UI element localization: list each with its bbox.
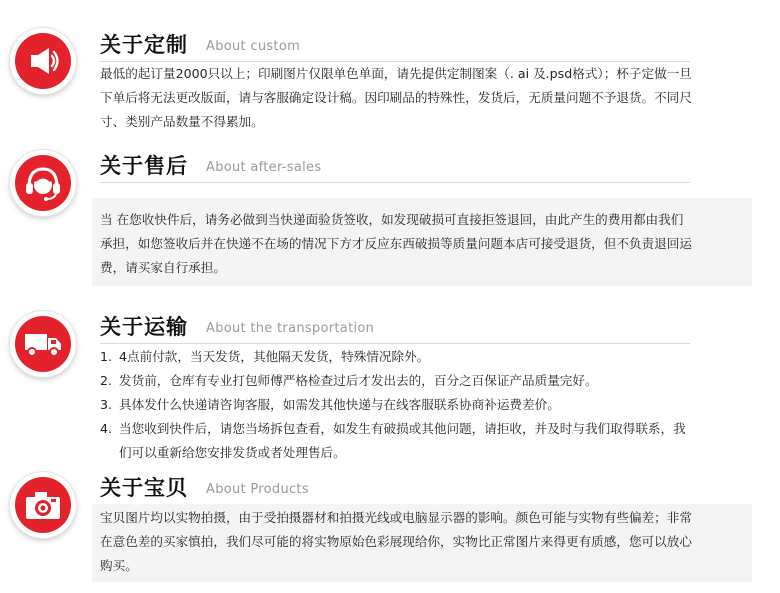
camera-icon (22, 486, 64, 524)
section-body: 宝贝图片均以实物拍摄，由于受拍摄器材和拍摄光线或电脑显示器的影响。颜色可能与实物有些偏差；非常在意色差的买家慎拍，我们尽可能的将实物原始色彩展现给你，实物比正常图片来得更有质感，您可以放心购买。 (100, 510, 692, 573)
megaphone-icon-badge (10, 28, 76, 94)
megaphone-icon (23, 41, 63, 81)
section-title-cn: 关于运输 (100, 315, 188, 339)
section-title-en: About custom (206, 39, 301, 54)
transport-list (100, 345, 694, 465)
camera-icon-badge (10, 472, 76, 538)
delivery-truck-icon-badge (10, 311, 76, 377)
section-body: 最低的起订量2000只以上；印刷图片仅限单色单面，请先提供定制图案（. ai 及.psd格式）；杯子定做一旦下单后将无法更改版面，请与客服确定设计稿。因印刷品的特殊性，发货后，无质量问题不予退货。不同尺寸、类别产品数量不得累加。 (100, 66, 692, 129)
delivery-truck-icon (21, 324, 65, 364)
section-title-cn: 关于定制 (100, 33, 188, 57)
customer-service-icon-badge (10, 150, 76, 216)
section-body (100, 345, 694, 465)
customer-service-headset-icon (21, 161, 65, 205)
section-title-cn: 关于宝贝 (100, 476, 188, 500)
section-title-en: About the transportation (206, 321, 375, 336)
section-title-row (100, 313, 690, 344)
section-title-en: About after-sales (206, 160, 322, 175)
section-title-row (100, 152, 690, 183)
section-body: 当 在您收快件后，请务必做到当快递面验货签收，如发现破损可直接拒签退回，由此产生的费用都由我们承担，如您签收后并在快递不在场的情况下方才反应东西破损等质量问题本店可接受退货，但不负责退回运费，请买家自行承担。 (100, 212, 692, 275)
list-item: 3. 具体发什么快递请咨询客服，如需发其他快递与在线客服联系协商补运费差价。 (100, 397, 560, 412)
section-title-row (100, 474, 690, 505)
list-item: 2. 发货前，仓库有专业打包师傅严格检查过后才发出去的，百分之百保证产品质量完好。 (100, 373, 598, 388)
section-title-en: About Products (206, 482, 309, 497)
list-item: 4. 当您收到快件后，请您当场拆包查看，如发生有破损或其他问题，请拒收，并及时与我们取得联系，我们可以重新给您安排发货或者处理售后。 (100, 421, 686, 460)
section-title-row (100, 31, 690, 62)
list-item: 1. 4点前付款，当天发货，其他隔天发货，特殊情况除外。 (100, 349, 430, 364)
section-title-cn: 关于售后 (100, 154, 188, 178)
